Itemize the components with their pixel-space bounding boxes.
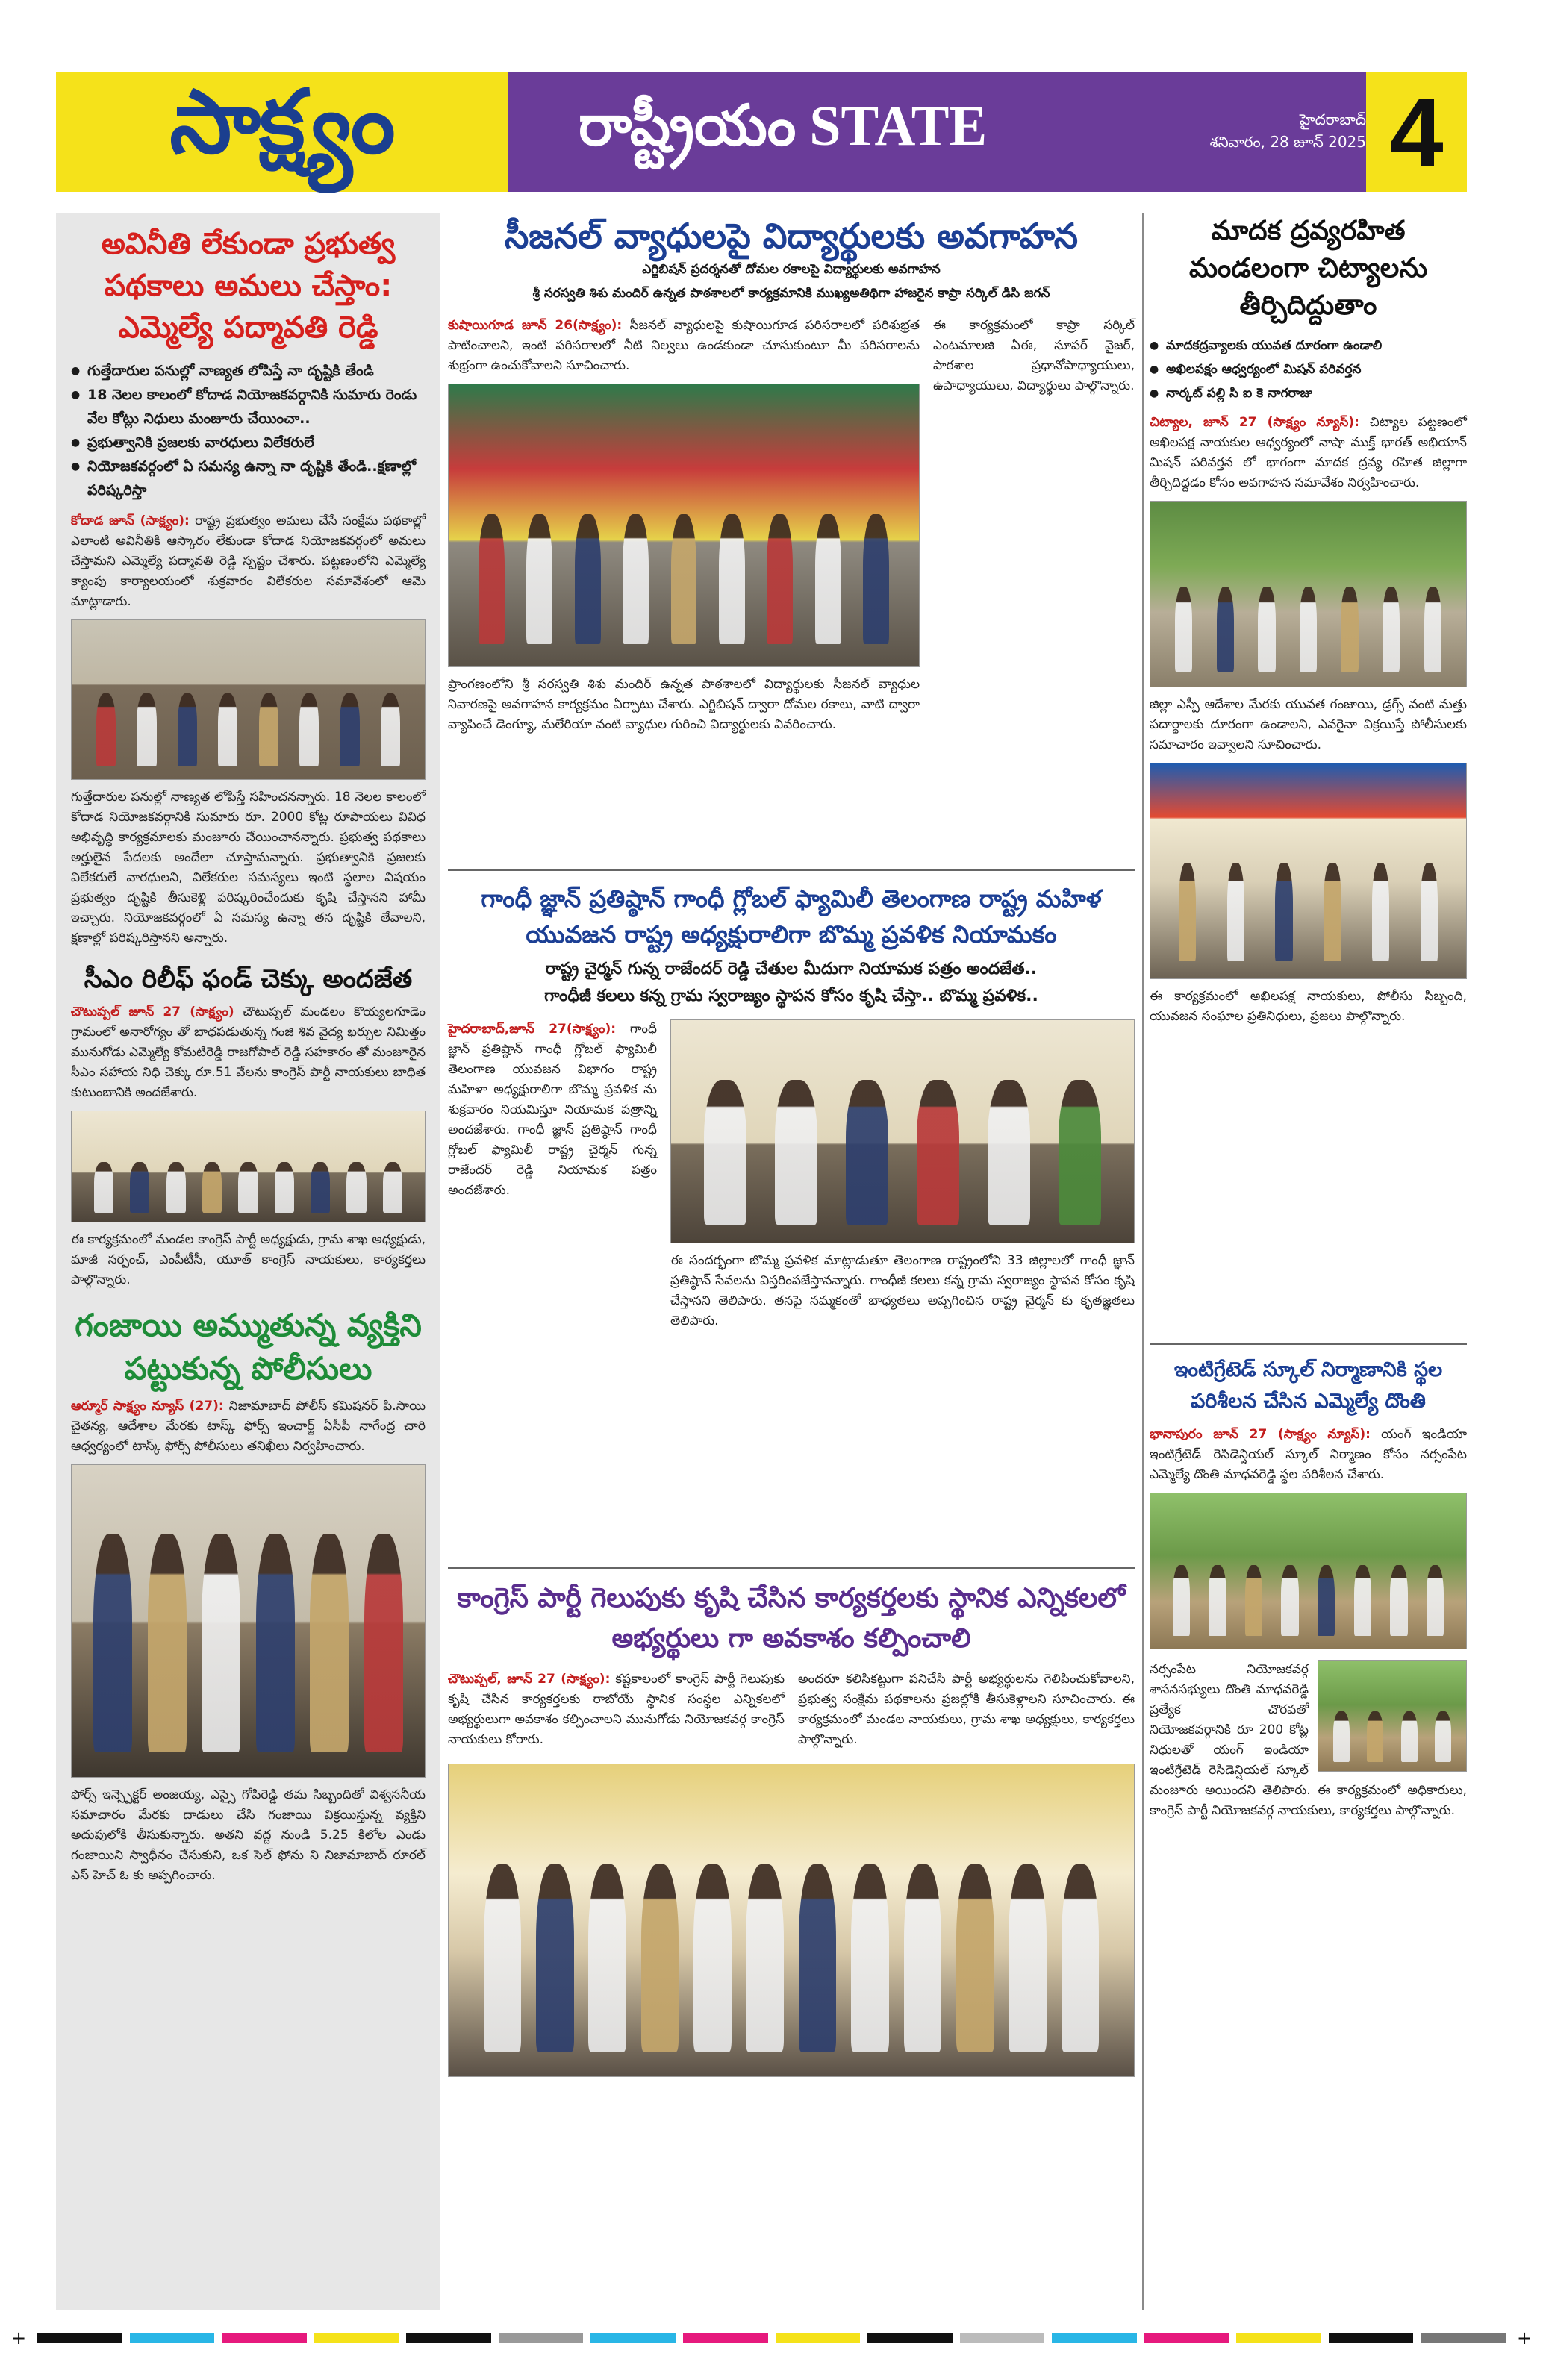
meeting-outdoor-photo (1150, 501, 1467, 687)
story-congress-workers (448, 1578, 1135, 2077)
highlight-item: ● అఖిలపక్షం ఆధ్వర్యంలో మిషన్ పరివర్తన (1150, 357, 1467, 381)
headline: గంజాయి అమ్ముతున్న వ్యక్తిని పట్టుకున్న పోలీసులు (75, 1307, 422, 1387)
highlight-item: ● 18 నెలల కాలంలో కోదాడ నియోజకవర్గానికి సుమారు రెండు వేల కోట్లు నిధులు మంజూరు చేయించా.. (71, 383, 426, 431)
highlight-item: ● గుత్తేదారుల పనుల్లో నాణ్యత లోపిస్తే నా దృష్టికి తేండి (71, 359, 426, 383)
highlight-item: ● ప్రభుత్వానికి ప్రజలకు వారధులు విలేకరులే (71, 431, 426, 455)
subheading: ఎగ్జిబిషన్ ప్రదర్శనతో దోమల రకాలపై విద్యార్థులకు అవగాహన (642, 262, 941, 277)
article-text (71, 511, 426, 612)
paragraph: కష్టకాలంలో కాంగ్రెస్ పార్టీ గెలుపుకు కృషి చేసిన కార్యకర్తలకు రాబోయే స్థానిక సంస్థల ఎన్నికలలో అభ్యర్థులుగా అవకాశం కల్పించాలని మునుగోడు నియోజకవర్గ కాంగ్రెస్ నాయకులు కోరారు. (448, 1672, 785, 1747)
dateline: హైదరాబాద్,జూన్ 27(సాక్ష్యం): (448, 1022, 617, 1037)
dateline: చిట్యాల, జూన్ 27 (సాక్ష్యం న్యూస్): (1150, 415, 1359, 430)
paragraph: ఈ కార్యక్రమంలో కాప్రా సర్కిల్ ఎంటమాలజి ఏఈ, సూపర్ వైజర్, పాఠశాల ప్రధానోపాధ్యాయులు, ఉపాధ్యాయులు, విద్యార్థులు పాల్గొన్నారు. (933, 318, 1135, 393)
field-walk-photo (1318, 1660, 1467, 1772)
article-text (71, 1396, 426, 1457)
article-text (71, 1002, 426, 1103)
paragraph: యంగ్ ఇండియా ఇంటిగ్రేటెడ్ రెసిడెన్షియల్ స్కూల్ నిర్మాణం కోసం నర్సంపేట ఎమ్మెల్యే దొంతి మాధవరెడ్డి స్థల పరిశీలన చేశారు. (1150, 1427, 1468, 1482)
paragraph: ఈ సందర్భంగా బొమ్మ ప్రవళిక మాట్లాడుతూ తెలంగాణ రాష్ట్రంలోని 33 జిల్లాలలో గాంధీ జ్ఞాన్ ప్రతిష్ఠాన్ సేవలను విస్తరింపజేస్తానన్నారు. గాంధీజీ కలలు కన్న గ్రామ స్వరాజ్యం స్థాపన కోసం కృషి చేస్తానని తెలిపారు. తనపై నమ్మకంతో బాధ్యతలు అప్పగించిన రాష్ట్ర చైర్మన్ కు కృతజ్ఞతలు తెలిపారు. (670, 1253, 1135, 1328)
highlight-item: ● మాదకద్రవ్యాలకు యువత దూరంగా ఉండాలి (1150, 334, 1467, 357)
paragraph: చౌటుప్పల్ మండలం కొయ్యలగూడెం గ్రామంలో అనారోగ్యం తో బాధపడుతున్న గంజి శివ వైద్య ఖర్చుల నిమిత్తం మునుగోడు ఎమ్మెల్యే కోమటిరెడ్డి రాజగోపాల్ రెడ్డి సహకారం తో మంజూరైన సీఎం సహాయ నిధి చెక్కు రూ.51 వేలను కాంగ్రెస్ పార్టీ నాయకులు బాధిత కుటుంబానికి అందజేశారు. (71, 1005, 426, 1100)
headline: మాదక ద్రవ్యరహిత మండలంగా చిట్యాలను తీర్చిదిద్దుతాం (1188, 216, 1428, 321)
masthead (56, 69, 1467, 192)
paragraph: ఈ కార్యక్రమంలో అఖిలపక్ష నాయకులు, పోలీసు సిబ్బంది, యువజన సంఘాల ప్రతినిధులు, ప్రజలు పాల్గొన్నారు. (1150, 989, 1467, 1024)
story-seasonal-diseases (448, 213, 1135, 735)
dateline: ఆర్మూర్ సాక్ష్యం న్యూస్ (27): (71, 1399, 224, 1414)
registration-mark-icon: + (1516, 2328, 1533, 2349)
awareness-program-photo (448, 384, 920, 667)
highlights (1150, 334, 1467, 405)
paragraph: నర్సంపేట నియోజకవర్గ శాసనసభ్యులు దొంతి మాధవరెడ్డి ప్రత్యేక చొరవతో నియోజకవర్గానికి రూ 200 కోట్ల నిధులతో యంగ్ ఇండియా ఇంటిగ్రేటెడ్ రెసిడెన్షియల్ స్కూల్ మంజూరు అయిందని తెలిపారు. ఈ కార్యక్రమంలో అధికారులు, కాంగ్రెస్ పార్టీ నియోజకవర్గ నాయకులు, కార్యకర్తలు పాల్గొన్నారు. (1150, 1662, 1467, 1818)
site-inspection-photo (1150, 1493, 1467, 1649)
paragraph: గుత్తేదారుల పనుల్లో నాణ్యత లోపిస్తే సహించనన్నారు. 18 నెలల కాలంలో కోదాడ నియోజకవర్గానికి సుమారు రూ. 2000 కోట్ల రూపాయలు వివిధ అభివృద్ధి కార్యక్రమాలకు మంజూరు చేయించానన్నారు. ప్రభుత్వ పథకాలు అర్హులైన పేదలకు అందేలా చూస్తామన్నారు. ప్రభుత్వానికి ప్రజలకు విలేకరులే వారధులని, విలేకరుల సమస్యలు ఇంటి స్థలాల విషయం ప్రభుత్వం దృష్టికి తీసుకెళ్లి పరిష్కరించేందుకు కృషి చేస్తానని హామీ ఇచ్చారు. నియోజకవర్గంలో ఏ సమస్య ఉన్నా తన దృష్టికి తేవాలని, క్షణాల్లో పరిష్కరిస్తానని అన్నారు. (71, 790, 426, 946)
headline: కాంగ్రెస్ పార్టీ గెలుపుకు కృషి చేసిన కార్యకర్తలకు స్థానిక ఎన్నికలలో అభ్యర్థులు గా అవకాశం కల్పించాలి (457, 1583, 1126, 1654)
headline: గాంధీ జ్ఞాన్ ప్రతిష్ఠాన్ గాంధీ గ్లోబల్ ఫ్యామిలీ తెలంగాణ రాష్ట్ర మహిళ యువజన రాష్ట్ర అధ్యక్షురాలిగా బొమ్మ ప్రవళిక నియామకం (481, 884, 1102, 949)
section-band (508, 72, 1467, 192)
story-cmrf-cheque (71, 962, 426, 1290)
page-number-box (1366, 72, 1467, 192)
section-title-en: STATE (809, 95, 988, 157)
issue-date: శనివారం, 28 జూన్ 2025 (1209, 133, 1366, 151)
paragraph: ఈ కార్యక్రమంలో మండల కాంగ్రెస్ పార్టీ అధ్యక్షుడు, గ్రామ శాఖ అధ్యక్షుడు, మాజీ సర్పంచ్, ఎంపీటీసీ, యూత్ కాంగ్రెస్ నాయకులు, కార్యకర్తలు పాల్గొన్నారు. (71, 1232, 426, 1287)
section-title (579, 92, 987, 172)
paragraph: రాష్ట్ర ప్రభుత్వం అమలు చేసే సంక్షేమ పథకాల్లో ఎలాంటి అవినీతికి ఆస్కారం లేకుండా కోదాడ నియోజకవర్గంలో అమలు చేస్తామని ఎమ్మెల్యే పద్మావతి రెడ్డి స్పష్టం చేశారు. పట్టణంలోని ఎమ్మెల్యే క్యాంపు కార్యాలయంలో శుక్రవారం విలేకరుల సమావేశంలో ఆమె మాట్లాడారు. (71, 513, 426, 609)
dateline-block (1210, 108, 1366, 153)
awareness-meeting-photo (1150, 763, 1467, 979)
middle-column (448, 213, 1135, 1747)
story-drug-free-mandal (1150, 213, 1467, 1027)
cheque-handover-photo (71, 1111, 426, 1222)
headline: సీఎం రిలీఫ్ ఫండ్ చెక్కు అందజేత (84, 964, 413, 994)
article-text (1150, 1425, 1467, 1485)
article-text (1150, 413, 1467, 493)
paragraph: గాంధీ జ్ఞాన్ ప్రతిష్ఠాన్ గాంధీ గ్లోబల్ ఫ్యామిలీ తెలంగాణ యువజన విభాగం రాష్ట్ర మహిళా అధ్యక్షురాలిగా బొమ్మ ప్రవళిక ను శుక్రవారం నియమిస్తూ నియామక పత్రాన్ని అందజేశారు. గాంధీ జ్ఞాన్ ప్రతిష్ఠాన్ గాంధీ గ్లోబల్ ఫ్యామిలీ రాష్ట్ర చైర్మన్ గున్న రాజేందర్ రెడ్డి నియామక పత్రం అందజేశారు. (448, 1022, 658, 1198)
left-column (56, 213, 440, 2310)
dateline: చౌటుప్పల్ జూన్ 27 (సాక్ష్యం) (71, 1005, 234, 1019)
congress-group-photo (448, 1764, 1135, 2077)
headline: ఇంటిగ్రేటెడ్ స్కూల్ నిర్మాణానికి స్థల పరిశీలన చేసిన ఎమ్మెల్యే దొంతి (1173, 1358, 1443, 1413)
section-title-te: రాష్ట్రీయం (579, 92, 797, 158)
article-text (448, 1019, 657, 1201)
print-registration-bar (0, 2329, 1543, 2348)
story-integrated-school (1150, 1355, 1467, 1821)
paragraph: జిల్లా ఎస్పీ ఆదేశాల మేరకు యువత గంజాయి, డ్రగ్స్ వంటి మత్తు పదార్థాలకు దూరంగా ఉండాలని, ఎవరైనా విక్రయిస్తే పోలీసులకు సమాచారం ఇవ్వాలని సూచించారు. (1150, 697, 1467, 752)
highlight-item: ● నియోజకవర్గంలో ఏ సమస్య ఉన్నా నా దృష్టికి తేండి..క్షణాల్లో పరిష్కరిస్తా (71, 455, 426, 502)
police-arrest-photo (71, 1464, 426, 1778)
headline: అవినీతి లేకుండా ప్రభుత్వ పథకాలు అమలు చేస్తాం: ఎమ్మెల్యే పద్మావతి రెడ్డి (101, 227, 396, 345)
subheading: రాష్ట్ర చైర్మన్ గున్న రాజేందర్ రెడ్డి చేతుల మీదుగా నియామక పత్రం అందజేత.. (545, 960, 1038, 978)
dateline: భానాపురం జూన్ 27 (సాక్ష్యం న్యూస్): (1150, 1427, 1371, 1442)
highlights (71, 359, 426, 502)
dateline: కోదాడ జూన్ (సాక్ష్యం): (71, 513, 190, 528)
press-meet-photo (71, 619, 426, 780)
registration-mark-icon: + (10, 2328, 27, 2349)
paragraph: ప్రాంగణంలోని శ్రీ సరస్వతి శిశు మందిర్ ఉన్నత పాఠశాలలో విద్యార్థులకు సీజనల్ వ్యాధుల నివారణపై అవగాహన కార్యక్రమం ఏర్పాటు చేశారు. ఎగ్జిబిషన్ ద్వారా దోమల రకాలు, వాటి ద్వారా వ్యాపించే డెంగ్యూ, మలేరియా వంటి వ్యాధుల గురించి విద్యార్థులకు వివరించారు. (448, 677, 920, 732)
newspaper-logo (56, 69, 508, 192)
appointment-photo (670, 1019, 1135, 1243)
page-number: 4 (1389, 78, 1444, 187)
right-column (1150, 213, 1468, 1818)
headline: సీజనల్ వ్యాధులపై విద్యార్థులకు అవగాహన (504, 216, 1079, 256)
paragraph: చిట్యాల పట్టణంలో అఖిలపక్ష నాయకుల ఆధ్వర్యంలో నాషా ముక్త్ భారత్ అభియాన్ మిషన్ పరివర్తన లో భాగంగా మాదక ద్రవ్య రహిత జిల్లాగా తీర్చిదిద్దడం కోసం అవగాహన సమావేశం నిర్వహించారు. (1150, 415, 1467, 490)
story-ganja-arrest (71, 1304, 426, 1886)
story-padmavathi (71, 223, 426, 949)
paragraph: నిజామాబాద్ పోలీస్ కమిషనర్ పి.సాయి చైతన్య, ఆదేశాల మేరకు టాస్క్ ఫోర్స్ ఇంచార్జ్ ఏసీపీ నాగేంద్ర చారి ఆధ్వర్యంలో టాస్క్ ఫోర్స్ పోలీసులు తనిఖీలు నిర్వహించారు. (71, 1399, 426, 1454)
paragraph: ఫోర్స్ ఇన్స్పెక్టర్ అంజయ్య, ఎస్సై గోపిరెడ్డి తమ సిబ్బందితో విశ్వసనీయ సమాచారం మేరకు దాడులు చేసి గంజాయి విక్రయిస్తున్న వ్యక్తిని అదుపులోకి తీసుకున్నారు. అతని వద్ద నుండి 5.25 కిలోల ఎండు గంజాయిని స్వాధీనం చేసుకుని, ఒక సెల్ ఫోను ని నిజామాబాద్ రూరల్ ఎస్ హెచ్ ఓ కు అప్పగించారు. (71, 1787, 426, 1883)
city: హైదరాబాద్ (1299, 110, 1366, 128)
article-text (448, 316, 920, 376)
paragraph: అందరూ కలిసికట్టుగా పనిచేసి పార్టీ అభ్యర్థులను గెలిపించుకోవాలని, ప్రభుత్వ సంక్షేమ పథకాలను ప్రజల్లోకి తీసుకెళ్లాలని సూచించారు. ఈ కార్యక్రమంలో మండల నాయకులు, గ్రామ శాఖ అధ్యక్షులు, కార్యకర్తలు పాల్గొన్నారు. (798, 1672, 1135, 1747)
story-gandhi-gyan (448, 881, 1135, 1331)
logo-text: సాక్ష్యం (169, 69, 394, 173)
subheading: గాంధీజీ కలలు కన్న గ్రామ స్వరాజ్యం స్థాపన కోసం కృషి చేస్తా.. బొమ్మ ప్రవళిక.. (544, 987, 1038, 1005)
paragraph: సీజనల్ వ్యాధులపై కుషాయిగూడ పరిసరాలలో పరిశుభ్రత పాటించాలని, ఇంటి పరిసరాలలో నీటి నిల్వలు ఉండకుండా చూసుకుంటూ మీ పరిసరాలను శుభ్రంగా ఉంచుకోవాలని సూచించారు. (448, 318, 920, 373)
subheading: శ్రీ సరస్వతి శిశు మందిర్ ఉన్నత పాఠశాలలో కార్యక్రమానికి ముఖ్యఅతిథిగా హాజరైన కాప్రా సర్కిల్ డిసి జగన్ (532, 286, 1050, 301)
dateline: కుషాయిగూడ జూన్ 26(సాక్ష్యం): (448, 318, 623, 333)
article-text (448, 1670, 785, 1750)
highlight-item: ● నార్కట్ పల్లి సి ఐ కె నాగరాజు (1150, 381, 1467, 405)
dateline: చౌటుప్పల్, జూన్ 27 (సాక్ష్యం): (448, 1672, 611, 1687)
